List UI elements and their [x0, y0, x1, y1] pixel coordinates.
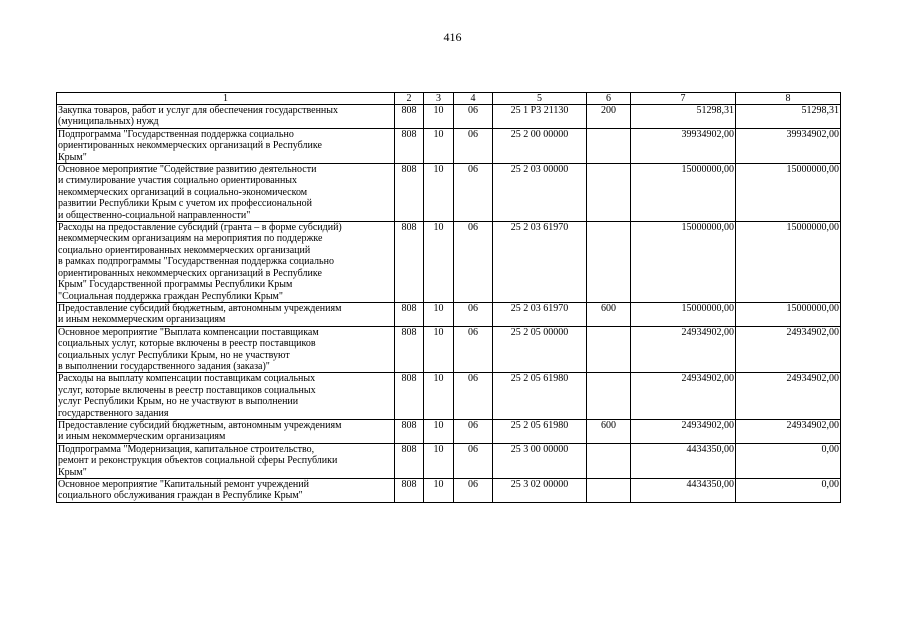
row-amount-2: 15000000,00 [736, 164, 841, 222]
row-amount-2: 24934902,00 [736, 373, 841, 420]
row-ministry-code: 808 [395, 479, 424, 503]
row-subsection-code: 06 [454, 128, 493, 163]
row-expense-type [587, 326, 631, 373]
row-name: Расходы на выплату компенсации поставщикам социальных услуг, которые включены в реестр поставщиков социальных услуг Республики Крым, но не участвуют в выполнении государственного задания [57, 373, 395, 420]
col-header-7: 7 [631, 93, 736, 105]
row-subsection-code: 06 [454, 479, 493, 503]
table-row [57, 105, 841, 129]
row-amount-2: 15000000,00 [736, 222, 841, 303]
table-row [57, 479, 841, 503]
table-row [57, 443, 841, 478]
table-row [57, 164, 841, 222]
row-subsection-code: 06 [454, 222, 493, 303]
row-amount-1: 15000000,00 [631, 164, 736, 222]
row-ministry-code: 808 [395, 443, 424, 478]
table-row [57, 128, 841, 163]
row-name: Закупка товаров, работ и услуг для обеспечения государственных (муниципальных) нужд [57, 105, 395, 129]
col-header-8: 8 [736, 93, 841, 105]
row-name: Расходы на предоставление субсидий (гранта – в форме субсидий) некоммерческим организациям на мероприятия по поддержке социально ориентированных некоммерческих организаций в рамках подпрограммы "Государственная поддержка социально ориентированных некоммерческих организаций в Республике Крым" Государственной программы Республики Крым "Социальная поддержка граждан Республики Крым" [57, 222, 395, 303]
row-target-article: 25 2 05 61980 [493, 419, 587, 443]
row-amount-1: 51298,31 [631, 105, 736, 129]
col-header-2: 2 [395, 93, 424, 105]
row-amount-1: 24934902,00 [631, 373, 736, 420]
row-section-code: 10 [424, 164, 454, 222]
row-amount-1: 15000000,00 [631, 302, 736, 326]
row-name: Основное мероприятие "Выплата компенсации поставщикам социальных услуг, которые включены в реестр поставщиков социальных услуг Республики Крым, но не участвуют в выполнении государственного задания (заказа)" [57, 326, 395, 373]
row-name: Основное мероприятие "Содействие развитию деятельности и стимулирование участия социально ориентированных некоммерческих организаций в социально-экономическом развитии Республики Крым с учетом их профессиональной и общественно-социальной направленности" [57, 164, 395, 222]
row-target-article: 25 2 05 61980 [493, 373, 587, 420]
row-subsection-code: 06 [454, 326, 493, 373]
col-header-1: 1 [57, 93, 395, 105]
row-amount-1: 4434350,00 [631, 443, 736, 478]
row-section-code: 10 [424, 443, 454, 478]
row-name: Подпрограмма "Государственная поддержка социально ориентированных некоммерческих организаций в Республике Крым" [57, 128, 395, 163]
row-amount-2: 15000000,00 [736, 302, 841, 326]
row-amount-1: 15000000,00 [631, 222, 736, 303]
row-amount-1: 24934902,00 [631, 419, 736, 443]
col-header-6: 6 [587, 93, 631, 105]
budget-table [56, 92, 841, 503]
row-expense-type: 600 [587, 302, 631, 326]
row-target-article: 25 2 00 00000 [493, 128, 587, 163]
row-section-code: 10 [424, 326, 454, 373]
row-ministry-code: 808 [395, 373, 424, 420]
table-row [57, 302, 841, 326]
row-target-article: 25 1 Р3 21130 [493, 105, 587, 129]
col-header-4: 4 [454, 93, 493, 105]
row-ministry-code: 808 [395, 302, 424, 326]
row-expense-type: 200 [587, 105, 631, 129]
row-expense-type: 600 [587, 419, 631, 443]
row-ministry-code: 808 [395, 326, 424, 373]
page-number: 416 [443, 30, 462, 44]
row-amount-2: 39934902,00 [736, 128, 841, 163]
row-amount-1: 39934902,00 [631, 128, 736, 163]
col-header-3: 3 [424, 93, 454, 105]
row-ministry-code: 808 [395, 105, 424, 129]
row-name: Предоставление субсидий бюджетным, автономным учреждениям и иным некоммерческим организациям [57, 419, 395, 443]
row-amount-2: 0,00 [736, 479, 841, 503]
row-section-code: 10 [424, 373, 454, 420]
row-amount-2: 24934902,00 [736, 419, 841, 443]
row-subsection-code: 06 [454, 419, 493, 443]
row-amount-1: 4434350,00 [631, 479, 736, 503]
row-expense-type [587, 128, 631, 163]
row-section-code: 10 [424, 105, 454, 129]
row-section-code: 10 [424, 479, 454, 503]
col-header-5: 5 [493, 93, 587, 105]
row-ministry-code: 808 [395, 164, 424, 222]
row-target-article: 25 3 00 00000 [493, 443, 587, 478]
row-name: Предоставление субсидий бюджетным, автономным учреждениям и иным некоммерческим организациям [57, 302, 395, 326]
table-row [57, 326, 841, 373]
row-target-article: 25 2 05 00000 [493, 326, 587, 373]
row-name: Подпрограмма "Модернизация, капитальное строительство, ремонт и реконструкция объектов социальной сферы Республики Крым" [57, 443, 395, 478]
table-row [57, 222, 841, 303]
row-ministry-code: 808 [395, 128, 424, 163]
table-row [57, 419, 841, 443]
row-amount-1: 24934902,00 [631, 326, 736, 373]
row-amount-2: 24934902,00 [736, 326, 841, 373]
row-expense-type [587, 222, 631, 303]
row-section-code: 10 [424, 128, 454, 163]
row-section-code: 10 [424, 419, 454, 443]
row-amount-2: 51298,31 [736, 105, 841, 129]
row-amount-2: 0,00 [736, 443, 841, 478]
row-expense-type [587, 164, 631, 222]
row-target-article: 25 2 03 00000 [493, 164, 587, 222]
row-ministry-code: 808 [395, 419, 424, 443]
row-expense-type [587, 443, 631, 478]
row-subsection-code: 06 [454, 105, 493, 129]
row-expense-type [587, 479, 631, 503]
row-target-article: 25 2 03 61970 [493, 222, 587, 303]
row-name: Основное мероприятие "Капитальный ремонт учреждений социального обслуживания граждан в Республике Крым" [57, 479, 395, 503]
row-subsection-code: 06 [454, 302, 493, 326]
row-ministry-code: 808 [395, 222, 424, 303]
row-subsection-code: 06 [454, 443, 493, 478]
column-number-row [57, 93, 841, 105]
table-row [57, 373, 841, 420]
row-expense-type [587, 373, 631, 420]
row-section-code: 10 [424, 302, 454, 326]
row-target-article: 25 3 02 00000 [493, 479, 587, 503]
row-section-code: 10 [424, 222, 454, 303]
row-target-article: 25 2 03 61970 [493, 302, 587, 326]
row-subsection-code: 06 [454, 373, 493, 420]
row-subsection-code: 06 [454, 164, 493, 222]
